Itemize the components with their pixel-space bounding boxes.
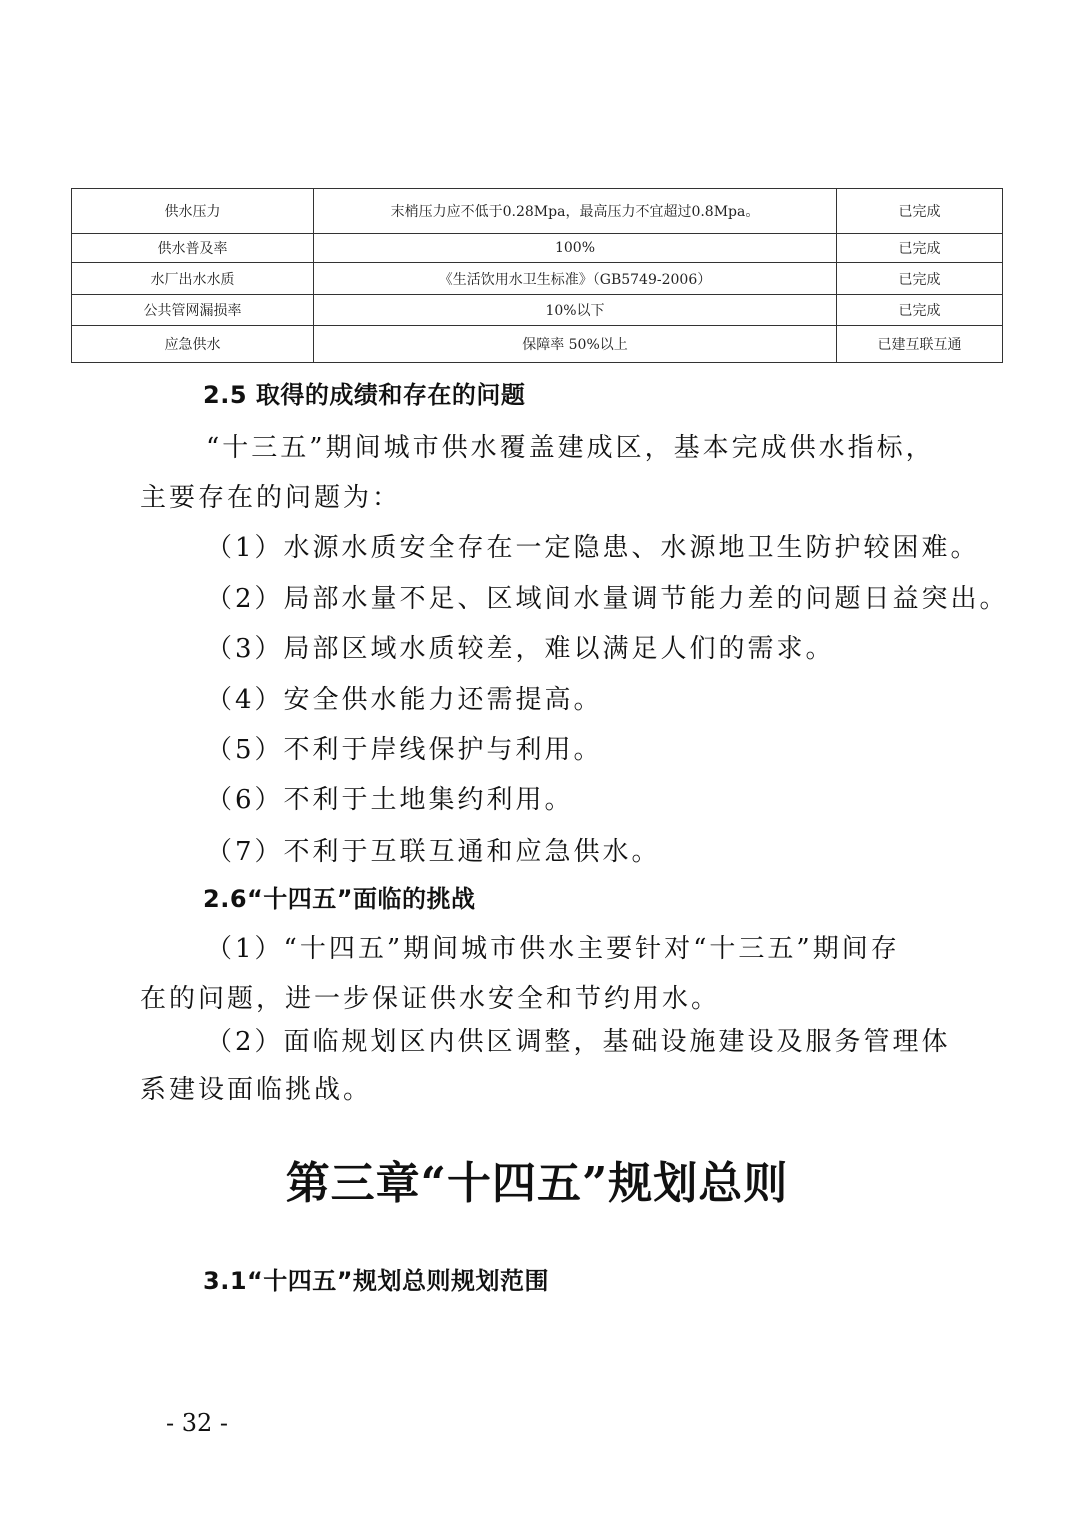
indicator-name-cell: 水厂出水水质 (72, 263, 314, 295)
indicator-name-cell: 供水普及率 (72, 234, 314, 263)
indicator-status-cell: 已建互联互通 (837, 326, 1003, 363)
indicator-name-cell: 应急供水 (72, 326, 314, 363)
challenge-paragraph-line: 系建设面临挑战。 (140, 1075, 373, 1105)
indicator-target-cell: 100% (314, 234, 837, 263)
problem-list-item: （5）不利于岸线保护与利用。 (206, 735, 603, 765)
water-supply-indicator-table (71, 188, 1003, 363)
challenge-paragraph-line: （1）“十四五”期间城市供水主要针对“十三五”期间存 (206, 934, 900, 964)
table-row (72, 234, 1003, 263)
indicator-name-cell: 公共管网漏损率 (72, 295, 314, 326)
table-row (72, 326, 1003, 363)
page-number: - 32 - (166, 1409, 229, 1437)
section-2-5-heading: 2.5 取得的成绩和存在的问题 (203, 381, 526, 409)
indicator-target-cell: 末梢压力应不低于0.28Mpa，最高压力不宜超过0.8Mpa。 (314, 189, 837, 234)
indicator-status-cell: 已完成 (837, 295, 1003, 326)
challenge-paragraph-line: 在的问题，进一步保证供水安全和节约用水。 (140, 984, 721, 1014)
indicator-status-cell: 已完成 (837, 189, 1003, 234)
section-3-1-heading: 3.1“十四五”规划总则规划范围 (203, 1267, 550, 1295)
indicator-status-cell: 已完成 (837, 234, 1003, 263)
indicator-status-cell: 已完成 (837, 263, 1003, 295)
table-row (72, 263, 1003, 295)
section-2-6-heading: 2.6“十四五”面临的挑战 (203, 885, 476, 913)
chapter-3-title: 第三章“十四五”规划总则 (285, 1158, 789, 1209)
indicator-name-cell: 供水压力 (72, 189, 314, 234)
problem-list-item: （4）安全供水能力还需提高。 (206, 685, 603, 715)
indicator-target-cell: 10%以下 (314, 295, 837, 326)
problem-list-item: （1）水源水质安全存在一定隐患、水源地卫生防护较困难。 (206, 533, 980, 563)
table-row (72, 295, 1003, 326)
indicator-target-cell: 保障率 50%以上 (314, 326, 837, 363)
section-2-5-intro-line: 主要存在的问题为： (140, 483, 402, 513)
problem-list-item: （6）不利于土地集约利用。 (206, 785, 574, 815)
challenge-paragraph-line: （2）面临规划区内供区调整，基础设施建设及服务管理体 (206, 1027, 951, 1057)
section-2-5-intro-line: “十三五”期间城市供水覆盖建成区，基本完成供水指标， (206, 433, 935, 463)
problem-list-item: （3）局部区域水质较差，难以满足人们的需求。 (206, 634, 835, 664)
problem-list-item: （2）局部水量不足、区域间水量调节能力差的问题日益突出。 (206, 584, 1009, 614)
indicator-target-cell: 《生活饮用水卫生标准》（GB5749-2006） (314, 263, 837, 295)
table-row (72, 189, 1003, 234)
problem-list-item: （7）不利于互联互通和应急供水。 (206, 837, 661, 867)
